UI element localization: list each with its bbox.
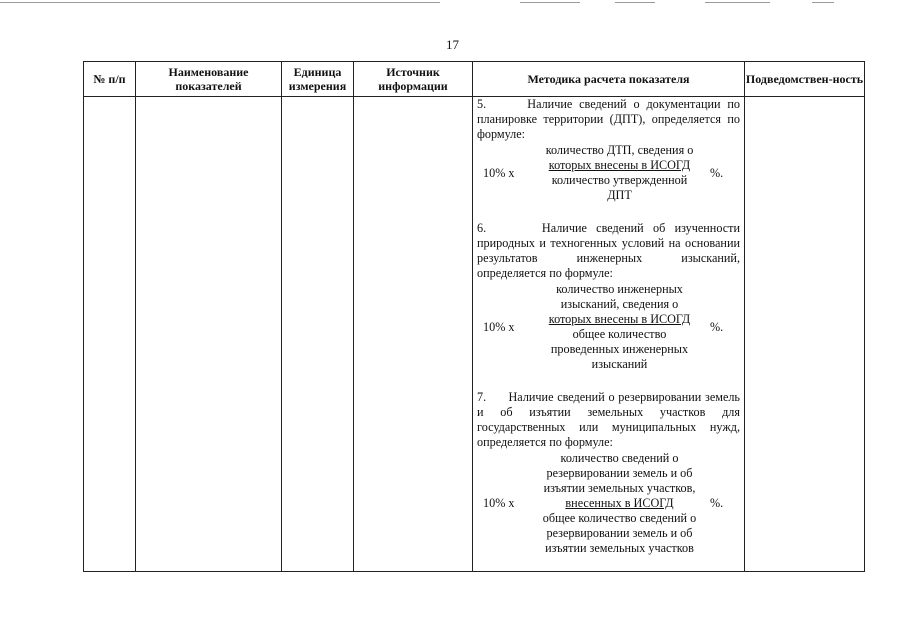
formula-fraction: [535, 143, 704, 203]
numerator-underlined-text: которых внесены в ИСОГД: [548, 312, 691, 326]
numerator-text: количество инженерных изысканий, сведения о: [556, 282, 683, 311]
table-row: [84, 97, 865, 572]
numerator-text: количество сведений о резервировании земель и об изъятии земельных участков,: [543, 451, 696, 495]
formula-numerator: [535, 282, 704, 327]
method-item-7-text: 7. Наличие сведений о резервировании земель и об изъятии земельных участков для государственных или муниципальных нужд, определяется по формуле:: [477, 390, 740, 449]
scan-artifact-line: [615, 2, 655, 3]
formula-denominator: общее количество сведений о резервировании земель и об изъятии земельных участков: [542, 511, 697, 555]
header-number: № п/п: [84, 62, 136, 97]
table-header-row: [84, 62, 865, 97]
numerator-underlined-text: внесенных в ИСОГД: [565, 496, 674, 510]
header-method: Методика расчета показателя: [473, 62, 745, 97]
formula-numerator: [535, 143, 704, 173]
formula-item-6: [477, 282, 740, 372]
numerator-underlined-text: которых внесены в ИСОГД: [548, 158, 691, 172]
scan-artifact-line: [520, 2, 580, 3]
formula-denominator: количество утвержденной ДПТ: [551, 173, 688, 202]
cell-number: [84, 97, 136, 572]
method-item-5-text: 5. Наличие сведений о документации по планировке территории (ДПТ), определяется по формуле:: [477, 97, 740, 141]
header-subordination: Подведомствен-ность: [745, 62, 865, 97]
cell-unit: [282, 97, 354, 572]
formula-fraction: [535, 451, 704, 556]
scan-artifact-line: [0, 2, 440, 3]
formula-numerator: [535, 451, 704, 511]
cell-method: [473, 97, 745, 572]
numerator-text: количество ДТП, сведения о: [545, 143, 694, 157]
formula-denominator: общее количество проведенных инженерных изысканий: [550, 327, 689, 371]
formula-fraction: [535, 282, 704, 372]
formula-suffix: %.: [710, 165, 724, 180]
method-item-6-text: 6. Наличие сведений об изученности природных и техногенных условий на основании результатов инженерных изысканий, определяется по формуле:: [477, 221, 740, 280]
formula-suffix: %.: [710, 319, 724, 334]
formula-prefix: 10% х: [483, 496, 515, 510]
formula-prefix: 10% х: [483, 319, 515, 334]
formula-suffix: %.: [710, 496, 724, 510]
formula-prefix: 10% х: [483, 165, 515, 180]
cell-indicator-name: [136, 97, 282, 572]
scan-artifact-line: [705, 2, 770, 3]
indicators-table: [83, 61, 865, 572]
cell-subordination: [745, 97, 865, 572]
header-unit: Единица измерения: [282, 62, 354, 97]
formula-item-7: [477, 451, 740, 556]
header-indicator-name: Наименование показателей: [136, 62, 282, 97]
header-source: Источник информации: [354, 62, 473, 97]
formula-item-5: [477, 143, 740, 203]
scan-artifact-line: [812, 2, 834, 3]
cell-source: [354, 97, 473, 572]
page-number: 17: [446, 37, 459, 52]
